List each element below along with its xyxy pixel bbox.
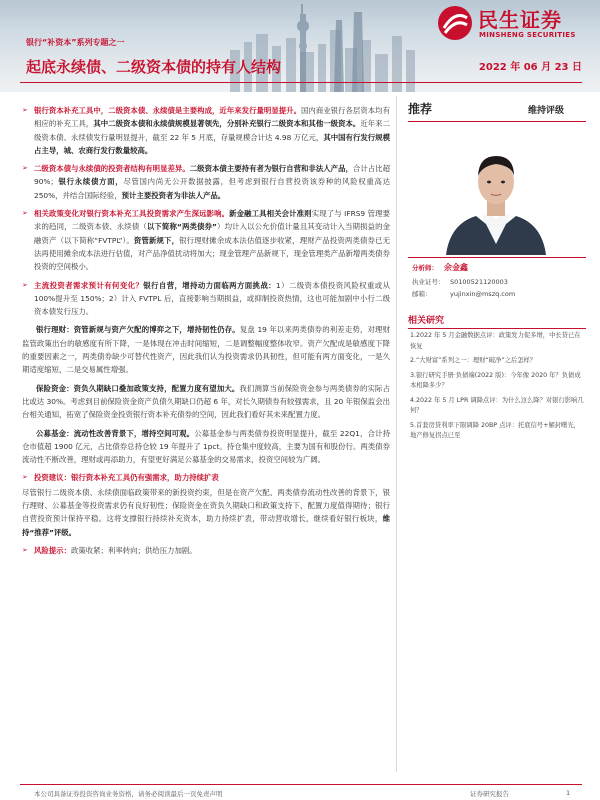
- para-bold: 资管新规下，: [133, 235, 180, 245]
- para-text: 合计占比超 90%；: [34, 164, 390, 187]
- related-research-list: [410, 331, 584, 446]
- bullet-triangle-icon: ➢: [22, 164, 28, 173]
- analyst-label: 分析师：: [412, 264, 438, 272]
- subpara-head: 银行理财：: [36, 325, 74, 335]
- para-bold: 二级资本债主要持有者为银行自营和非法人产品，: [189, 164, 353, 174]
- analyst-portrait-image: [432, 140, 560, 255]
- series-title: 银行“补资本”系列专题之一: [26, 38, 125, 47]
- bullet-triangle-icon: ➢: [22, 106, 28, 114]
- summary-column: [22, 104, 390, 562]
- summary-subparagraph: [22, 323, 390, 376]
- para-text: 银行理财摊余成本法估值逐步收紧，理财产品投资两类债券已无法再使用摊余成本法进行估值，对产品净值扰动将加大；现金管理产品新规下，现金管理类产品新增两类债券投资的空间极小。: [34, 235, 390, 272]
- para-text: 尽管国内尚无公开数据披露，但考虑到银行自营投资该券种的风险权重高达 250%，并结合国际经验，: [34, 177, 390, 200]
- related-research-item[interactable]: 4.2022 年 5 月 LPR 调降点评：为什么这么降？对银行影响几何？: [410, 396, 584, 414]
- report-title: 起底永续债、二级资本债的持有人结构: [26, 58, 282, 76]
- bullet-triangle-icon: ➢: [22, 209, 28, 218]
- footer-divider: [20, 784, 582, 785]
- email-label: 邮箱：: [412, 290, 432, 298]
- para-text: 尽管银行二级资本债、永续债面临政策带来的新投资约束，但是在资产欠配、两类债券流动性改善的背景下，银行理财、公募基金等投资需求仍有良好韧性；保险资金在资负久期缺口和政策支持下，配置力度值得期待；银行自营投资预计保持平稳。这将支撑银行持续补充资本，助力持续扩表，带动营收增长，继续看好银行板块，: [22, 487, 390, 524]
- related-research-item[interactable]: 5.首套房贷利率下限调降 20BP 点评：托底信号+解封曙光，地产修复拐点已至: [410, 421, 580, 439]
- para-text: 政策收紧；利率转向；供给压力加剧。: [70, 545, 197, 555]
- summary-paragraph: [22, 162, 390, 202]
- logo-text-cn: 民生证券: [478, 8, 562, 32]
- summary-paragraph: [22, 471, 390, 484]
- report-date: 2022 年 06 月 23 日: [478, 62, 582, 73]
- para-bold: 资负久期缺口叠加政策支持，配置力度有望加大。: [73, 383, 240, 393]
- analyst-photo: [432, 140, 560, 255]
- page-number: 1: [566, 789, 571, 797]
- brand-logo: [436, 4, 586, 44]
- para-bold: 银行永续债方面，: [57, 177, 124, 187]
- title-divider: [20, 82, 582, 83]
- para-bold: 预计主要投资者为非法人产品。: [121, 190, 226, 200]
- related-research-item[interactable]: 2.“大财富”系列之一：理财“破净”之后怎样？: [410, 357, 537, 364]
- para-bold: 其中国有行发行规模占主导，城、农商行发行数量较高。: [34, 132, 390, 155]
- related-research-title: 相关研究: [408, 313, 586, 329]
- para-text: 1）二级资本债投资风险权重或从 100%提升至 150%；2）计入 FVTPL 后，直接影响当期损益，或抑制投资热情，这也可能加剧中小行二级资本债发行压力。: [34, 280, 390, 317]
- rating-label: 推荐: [408, 102, 433, 116]
- column-divider: [396, 96, 397, 772]
- para-text: 我们测算当前保险资金参与两类债券的实际占比或达 30%。考虑到目前保险资金资产负债久期缺口仍超 6 年，对长久期债券有较强需求，且 20 年银保监会出台相关通知，拓宽了保险资金投资银行资本补充债券的空间，因此我们看好其未来配置力度。: [22, 383, 390, 420]
- para-text: 近年来二级资本债、永续债发行量明显提升，截至 22 年 5 月底，存量规模合计达 4.98 万亿元，: [34, 119, 390, 142]
- cert-label: 执业证号：: [412, 278, 445, 286]
- logo-text-en: MINSHENG SECURITIES: [479, 31, 576, 39]
- subpara-head: 公募基金：: [36, 428, 74, 438]
- para-lead: 风险提示：: [34, 545, 71, 555]
- summary-subparagraph: [22, 427, 390, 467]
- para-lead: 银行资本补充工具中，二级资本债、永续债是主要构成，近年来发行量明显提升。: [34, 106, 301, 115]
- email-value[interactable]: yujinxin@mszq.com: [450, 290, 516, 298]
- para-bold: 以下简称“两类债券”: [146, 222, 217, 232]
- summary-subparagraph: [22, 382, 390, 422]
- photo-divider: [408, 257, 586, 258]
- para-lead: 主流投资者需求预计有何变化？: [34, 280, 144, 290]
- para-bold: 资管新规与资产欠配的博弈之下，增持韧性仍存。: [73, 325, 240, 335]
- para-bold: 银行自营，增持动力面临两方面挑战：: [143, 280, 276, 290]
- para-text: 公募基金参与两类债券投资明显提升，截至 22Q1，合计持仓市值超 1900 亿元，占比债券总持仓较 19 年提升了 1pct。持仓集中度较高，主要为国有和股份行。两类债券流动性不断改善，理财或再添助力，有望更好满足公募基金的交易需求，投资空间较为广阔。: [22, 428, 390, 465]
- related-research-item[interactable]: 3.银行研究手册·负债端(2022 版)：今年像 2020 年？负债成本相降多少？: [410, 371, 581, 389]
- para-text: 国内商业银行各层资本均有相应的补充工具，: [34, 106, 390, 129]
- bullet-triangle-icon: ➢: [22, 280, 28, 289]
- minsheng-logo-icon: [436, 4, 474, 42]
- para-text: 实现了与 IFRS9 管理要求的趋同，二级资本债、永续债（: [34, 209, 390, 232]
- footer-report-type: 证券研究报告: [470, 790, 509, 798]
- bullet-triangle-icon: ➢: [22, 545, 28, 554]
- cert-value: S0100521120003: [450, 278, 508, 286]
- analyst-info: [412, 262, 587, 300]
- subpara-head: 保险资金：: [36, 383, 74, 393]
- bullet-triangle-icon: ➢: [22, 473, 28, 482]
- para-lead: 投资建议：银行资本补充工具仍有强需求，助力持续扩表: [34, 473, 219, 483]
- summary-paragraph: [22, 207, 390, 273]
- related-research-item[interactable]: 1.2022 年 5 月金融数据点评：政策发力促多增，中长贷已在恢复: [410, 332, 581, 350]
- summary-paragraph: [22, 279, 390, 319]
- para-lead: 相关政策变化对银行资本补充工具投资需求产生深远影响。: [34, 209, 230, 219]
- header-banner: [0, 0, 600, 92]
- para-bold: 其中二级资本债和永续债规模显著领先，分别补充银行二级资本和其他一级资本。: [93, 119, 361, 129]
- summary-subparagraph: [22, 486, 390, 539]
- analyst-name: 余金鑫: [444, 263, 468, 272]
- rating-box: [408, 100, 586, 122]
- para-bold: 流动性改善背景下，增持空间可观。: [73, 428, 195, 438]
- para-lead: 二级资本债与永续债的投资者结构有明显差异。: [34, 164, 190, 174]
- rating-value: 维持评级: [527, 106, 564, 116]
- para-text: 复盘 19 年以来两类债券的利差走势，对理财监管政策出台的敏感度有所下降，一是体现在冲击时间缩短，二是调整幅度整体收窄。资产欠配成是敏感度下降的重要因素之一，两类债券缺少可替代性资产，因此我们认为投资需求仍具韧性，但可能有两方面变化，一是久期适度缩短，二是交易属性增强。: [22, 325, 390, 375]
- footer-disclaimer: 本公司具备证券投资咨询业务资格，请务必阅读最后一页免责声明: [34, 790, 223, 798]
- para-bold: 维持“推荐”评级。: [22, 514, 390, 537]
- summary-paragraph: [22, 544, 390, 557]
- para-text: ）均计入以公允价值计量且其变动计入当期损益的金融资产（以下简称“FVTPL”）。: [34, 222, 390, 245]
- summary-paragraph: [22, 104, 390, 157]
- para-bold: 新金融工具相关会计准则: [229, 209, 312, 219]
